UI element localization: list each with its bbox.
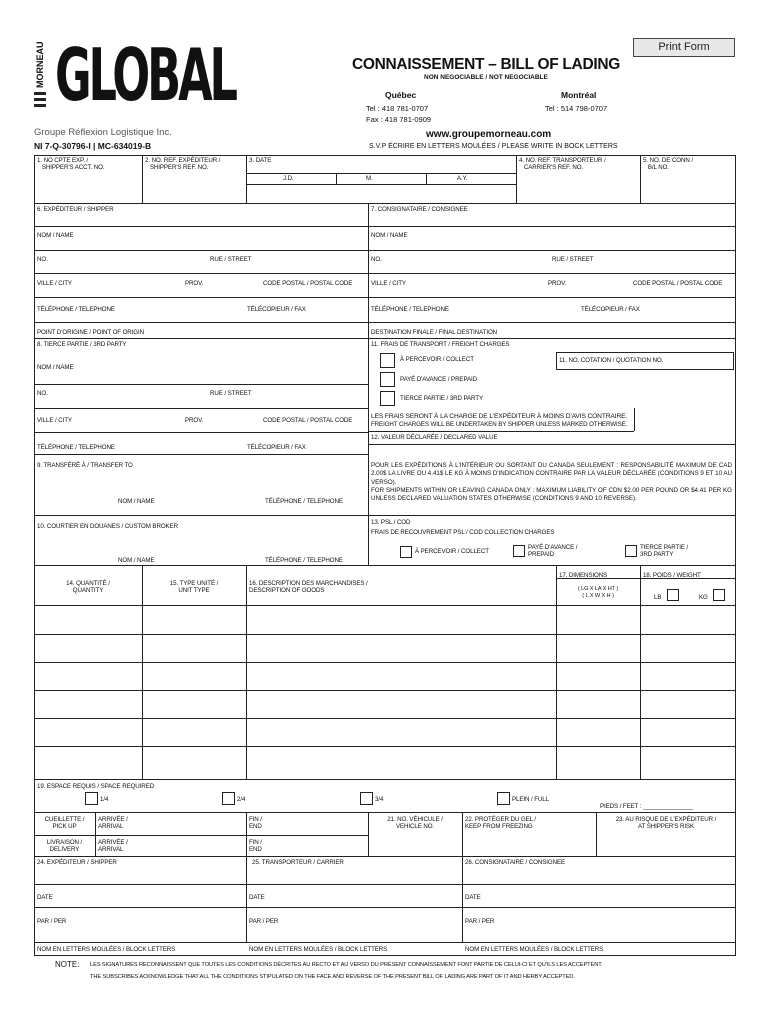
dimensions-format: ( LG X LA X HT ) ( L X W X H ) [577,586,619,599]
shipper-origin-label: POINT D'ORIGINE / POINT OF ORIGIN [37,329,144,336]
montreal-tel: Tel : 514 798-0707 [545,104,608,113]
cod-collect-label: À PERCEVOIR / COLLECT [415,548,489,555]
lb-checkbox[interactable] [667,589,679,601]
date-jd-label: J.D. [283,175,294,182]
date-label: 3. DATE [249,157,272,164]
shipper-prov-label: PROV. [185,280,204,287]
declared-text-en: FOR SHIPMENTS WITHIN OR LEAVING CANADA ONLY : MAXIMUM LIABILITY OF CDN $2.00 PER POUND OR $4.41 PER KG UNLESS DECLARED VALUATION STATES OTHERWISE (CONDITIONS 9 AND 10 REVERSE). [371,487,732,503]
third-party-title: 8. TIERCE PARTIE / 3RD PARTY [37,341,127,348]
consignee-postal-label: CODE POSTAL / POSTAL CODE [633,280,723,287]
carrier-ref-label: 4. NO. REF. TRANSPORTEUR / CARRIER'S REF. NO. [519,157,606,171]
shipper-city-label: VILLE / CITY [37,280,72,287]
quebec-fax: Fax : 418 781-0909 [366,115,432,124]
space-full-checkbox[interactable] [497,792,510,805]
cod-subtitle: FRAIS DE RECOUVREMENT PSL / COD COLLECTION CHARGES [371,529,555,536]
quebec-city: Québec [385,90,417,100]
cod-third-label: TIERCE PARTIE / 3RD PARTY [640,544,689,558]
website: www.groupemorneau.com [426,129,552,140]
consignee-city-label: VILLE / CITY [371,280,406,287]
freight-collect-checkbox[interactable] [380,353,395,368]
sig-carrier-date: DATE [249,894,265,901]
space-title: 19. ESPACE REQUIS / SPACE REQUIRED [37,783,155,790]
freight-third-checkbox[interactable] [380,391,395,406]
freight-third-label: TIERCE PARTIE / 3RD PARTY [400,395,483,402]
pickup-label: CUEILLETTE / PICK UP [44,816,85,830]
dimensions-header: 17. DIMENSIONS [559,572,608,579]
declared-title: 12. VALEUR DÉCLARÉE / DECLARED VALUE [371,434,498,441]
shipper-postal-label: CODE POSTAL / POSTAL CODE [263,280,353,287]
instruction: S.V.P ÉCRIRE EN LETTERS MOULÉES / PLEASE WRITE IN BOCK LETTERS [369,143,618,150]
pickup-arrival-label: ARRIVÉE / ARRIVAL [98,816,128,830]
third-party-phone-label: TÉLÉPHONE / TELEPHONE [37,444,115,451]
quotation-label: 11. NO. COTATION / QUOTATION NO. [559,357,664,364]
note-fr: LES SIGNATURES RECONNAISSENT QUE TOUTES LES CONDITIONS DÉCRITES AU RECTO ET AU VERSO DU PRÉSENT CONNAISSEMENT FONT PARTIE DE CELUI-CI ET QU'ILS LES ACCEPTENT. [90,962,603,968]
transfer-title: 9. TRANSFÉRÉ À / TRANSFER TO [37,462,133,469]
consignee-phone-label: TÉLÉPHONE / TELEPHONE [371,306,449,313]
date-ay-label: A.Y. [457,175,468,182]
vehicle-label: 21. NO. VÉHICULE / VEHICLE NO. [387,816,443,830]
delivery-end-label: FIN / END [249,839,262,853]
cod-third-checkbox[interactable] [625,545,637,557]
third-party-city-label: VILLE / CITY [37,417,72,424]
third-party-postal-label: CODE POSTAL / POSTAL CODE [263,417,353,424]
quebec-tel: Tel : 418 781-0707 [366,104,429,113]
space-full-label: PLEIN / FULL [512,796,549,803]
sig-shipper-per: PAR / PER [37,918,67,925]
sig-shipper-title: 24. EXPÉDITEUR / SHIPPER [37,859,117,866]
sig-carrier-block: NOM EN LETTERS MOULÉES / BLOCK LETTERS [249,946,388,953]
sig-shipper-block: NOM EN LETTERS MOULÉES / BLOCK LETTERS [37,946,176,953]
lb-label: LB [654,594,662,601]
space-half-checkbox[interactable] [222,792,235,805]
consignee-no-label: NO. [371,256,382,263]
sig-shipper-date: DATE [37,894,53,901]
consignee-name-label: NOM / NAME [371,232,408,239]
montreal-city: Montréal [561,90,597,100]
transfer-name-label: NOM / NAME [118,498,155,505]
third-party-name-label: NOM / NAME [37,364,74,371]
declared-text-fr: POUR LES EXPÉDITIONS À L'INTÉRIEUR OU SORTANT DU CANADA SEULEMENT : RESPONSABILITÉ MAXIMUM DE CAD 2.00$ LA LIVRE OU 4.41$ LE KG À MOINS D'INDICATION CONTRAIRE PAR LA VALEUR DÉCLARÉE (CONDITIONS 9 ET 10 AU VERSO). [371,462,732,486]
third-party-prov-label: PROV. [185,417,204,424]
freight-note-en: FREIGHT CHARGES WILL BE UNDERTAKEN BY SHIPPER UNLESS MARKED OTHERWISE. [371,421,628,428]
third-party-fax-label: TÉLÉCOPIEUR / FAX [247,444,306,451]
sig-carrier-title: 25. TRANSPORTEUR / CARRIER [252,859,344,866]
weight-header: 18. POIDS / WEIGHT [643,572,701,579]
space-quarter-checkbox[interactable] [85,792,98,805]
freezing-label: 22. PROTÉGER DU GEL / KEEP FROM FREEZING [465,816,536,830]
sig-consignee-block: NOM EN LETTERS MOULÉES / BLOCK LETTERS [465,946,604,953]
broker-title: 10. COURTIER EN DOUANES / CUSTOM BROKER [37,523,178,530]
group-name: Groupe Réflexion Logistique Inc. [34,127,172,138]
sig-consignee-date: DATE [465,894,481,901]
delivery-label: LIVRAISON / DELIVERY [46,839,83,853]
pickup-end-label: FIN / END [249,816,262,830]
freight-note-fr: LES FRAIS SERONT À LA CHARGE DE L'EXPÉDITEUR À MOINS D'AVIS CONTRAIRE. [371,413,628,420]
date-m-label: M. [366,175,373,182]
delivery-arrival-label: ARRIVÉE / ARRIVAL [98,839,128,853]
kg-checkbox[interactable] [713,589,725,601]
broker-phone-label: TÉLÉPHONE / TELEPHONE [265,557,343,564]
broker-name-label: NOM / NAME [118,557,155,564]
bl-no-label: 5. NO. DE CONN / B/L NO. [643,157,693,171]
freight-prepaid-checkbox[interactable] [380,372,395,387]
cod-prepaid-label: PAYÉ D'AVANCE / PREPAID [528,544,578,558]
sig-carrier-per: PAR / PER [249,918,279,925]
consignee-prov-label: PROV. [548,280,567,287]
shipper-acct-label: 1. NO CPTE EXP. / SHIPPER'S ACCT. NO. [37,157,105,171]
risk-label: 23. AU RISQUE DE L'EXPÉDITEUR / AT SHIPPER'S RISK [615,816,717,830]
morneau-logo-mark [34,42,46,122]
third-party-street-label: RUE / STREET [210,390,252,397]
sig-consignee-per: PAR / PER [465,918,495,925]
permit-numbers: NI 7-Q-30796-I | MC-634019-B [34,141,152,151]
kg-label: KG [699,594,708,601]
consignee-destination-label: DESTINATION FINALE / FINAL DESTINATION [371,329,498,336]
space-three-quarter-label: 3/4 [375,796,384,803]
shipper-name-label: NOM / NAME [37,232,74,239]
page-subtitle: NON NEGOCIABLE / NOT NEGOCIABLE [424,74,548,81]
feet-label: PIEDS / FEET : _______________ [600,803,694,810]
note-label: NOTE: [55,960,80,969]
transfer-phone-label: TÉLÉPHONE / TELEPHONE [265,498,343,505]
consignee-street-label: RUE / STREET [552,256,594,263]
unit-type-header: 15. TYPE UNITÉ / UNIT TYPE [169,580,219,594]
description-header: 16. DESCRIPTION DES MARCHANDISES / DESCRIPTION OF GOODS [249,580,368,594]
space-half-label: 2/4 [237,796,246,803]
quantity-header: 14. QUANTITÉ / QUANTITY [66,580,110,594]
note-en: THE SUBSCRIBES ACKNOWLEDGE THAT ALL THE CONDITIONS STIPULATED ON THE FACE AND REVERSE OF THE PRESENT BILL OF LADING ARE PART OF IT AND HERBY ACCEPTED. [90,974,575,980]
sig-consignee-title: 26. CONSIGNATAIRE / CONSIGNEE [465,859,566,866]
space-quarter-label: 1/4 [100,796,109,803]
cod-prepaid-checkbox[interactable] [513,545,525,557]
brand-logo-text: GLOBAL [55,33,235,117]
shipper-street-label: RUE / STREET [210,256,252,263]
consignee-fax-label: TÉLÉCOPIEUR / FAX [581,306,640,313]
brand-vertical-text: MORNEAU [35,41,45,88]
print-form-button[interactable]: Print Form [633,38,735,57]
cod-collect-checkbox[interactable] [400,546,412,558]
shipper-ref-label: 2. NO. REF. EXPÉDITEUR / SHIPPER'S REF. NO. [145,157,221,171]
freight-prepaid-label: PAYÉ D'AVANCE / PREPAID [400,376,478,383]
freight-collect-label: À PERCEVOIR / COLLECT [400,356,474,363]
third-party-no-label: NO. [37,390,48,397]
freight-title: 11. FRAIS DE TRANSPORT / FREIGHT CHARGES [371,341,510,348]
shipper-phone-label: TÉLÉPHONE / TELEPHONE [37,306,115,313]
cod-title: 13. PSL / COD [371,519,411,526]
shipper-fax-label: TÉLÉCOPIEUR / FAX [247,306,306,313]
shipper-no-label: NO. [37,256,48,263]
consignee-title: 7. CONSIGNATAIRE / CONSIGNEE [371,206,468,213]
shipper-title: 6. EXPÉDITEUR / SHIPPER [37,206,114,213]
space-three-quarter-checkbox[interactable] [360,792,373,805]
page-title: CONNAISSEMENT – BILL OF LADING [352,56,621,73]
